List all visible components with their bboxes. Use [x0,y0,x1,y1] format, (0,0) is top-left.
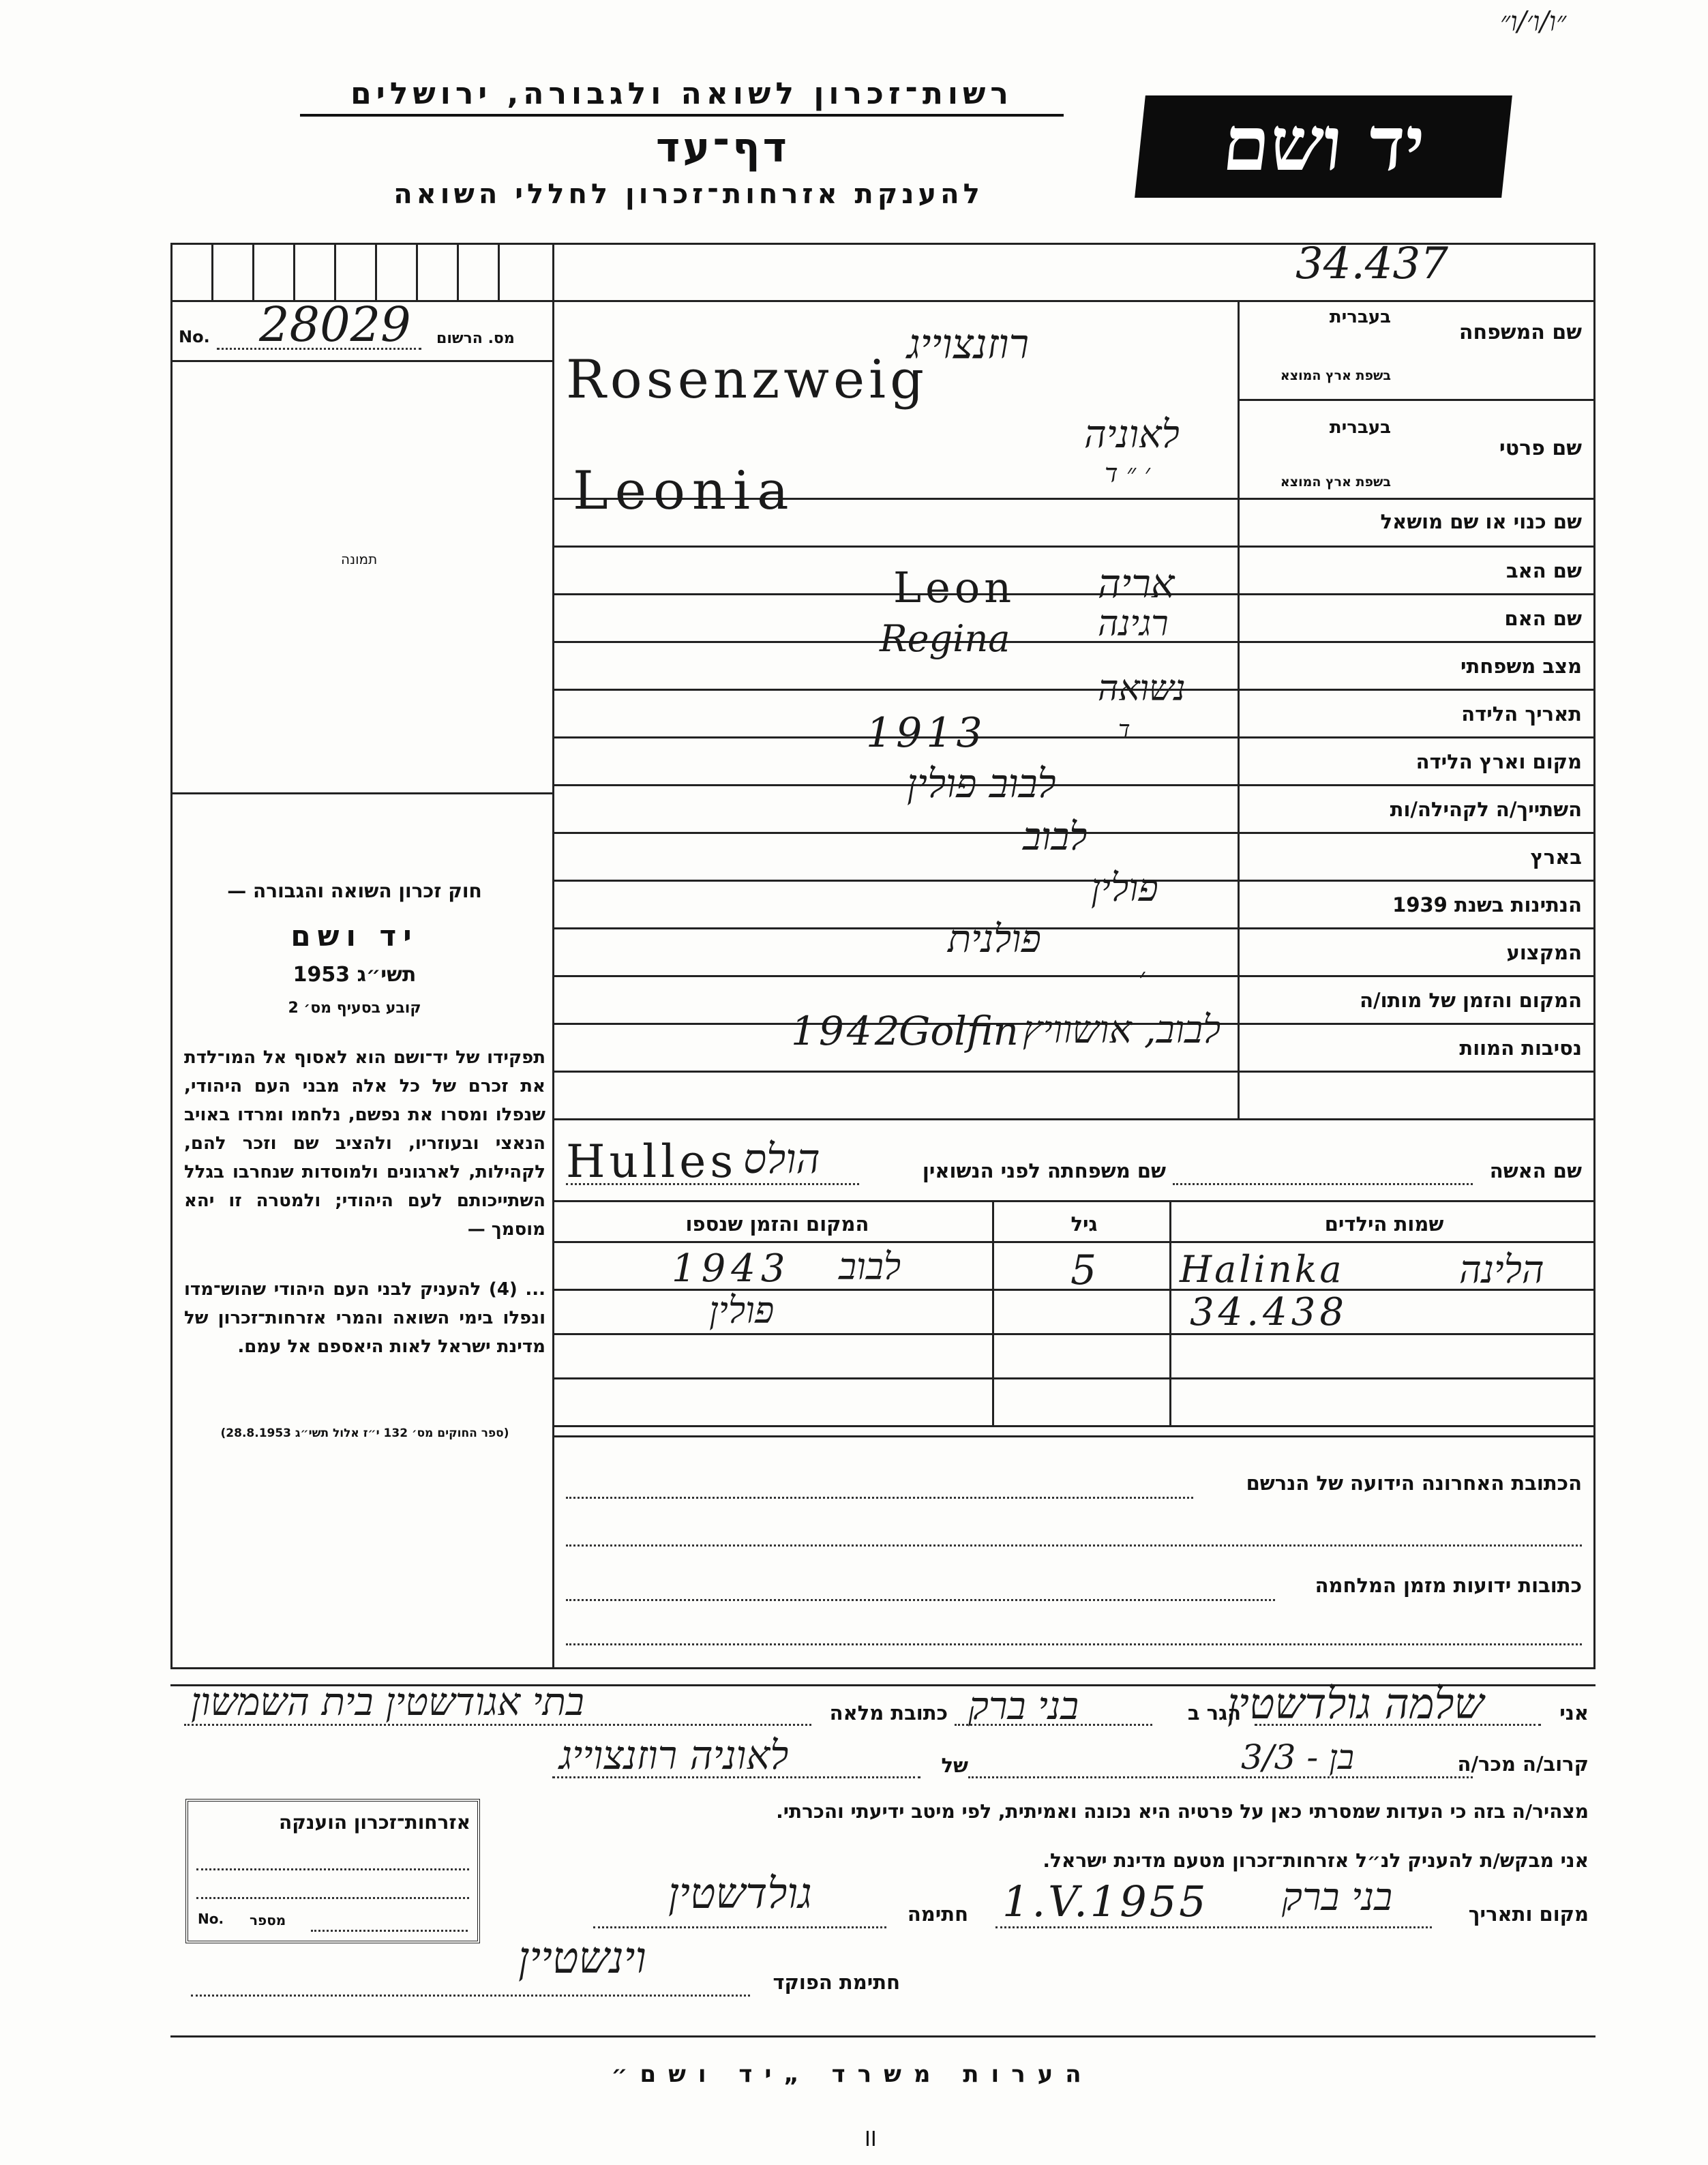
reg-no-label: No. [179,327,210,346]
label-community: השתייך/ה לקהילה/ות [1390,798,1582,821]
surname-hebrew: רוזנצוייג [907,320,1030,368]
officer-signature-label: חתימת הפוקד [773,1971,900,1994]
community-value: לבוב [1023,815,1088,859]
citizenship-value: פולנית [948,917,1041,961]
wife-latin: Hulles [566,1135,738,1188]
first-name-hebrew-mark: ׳ ״ ד [1105,458,1150,488]
granted-title: אזרחות־זכרון הוענקה [279,1811,470,1834]
label-citizenship: הנתינות בשנת 1939 [1392,893,1582,916]
decl-relation-value: בן - 3/3 [1241,1737,1354,1777]
label-father: שם האב [1505,559,1582,582]
child-death-country: פולין [709,1289,775,1332]
decl-signature-label: חתימה [907,1902,968,1926]
label-surname-origin: בשפת ארץ המוצא [1280,368,1391,383]
decl-request: אני מבקש/ת להעניק לנ״ל אזרחות־זכרון מטעם מדינת ישראל. [1043,1849,1589,1872]
footer-remarks: הערות משרד „יד ושם״ [611,2061,1094,2088]
label-first-name-hebrew: בעברית [1329,417,1391,438]
record-number: 34.437 [1295,239,1448,289]
death-place-latin: Golfin [899,1008,1019,1054]
label-surname: שם המשפחה [1458,320,1582,344]
wife-hebrew: הולס [743,1135,820,1183]
profession-mark: ׳ [1139,962,1145,994]
label-death-place-time: המקום והזמן של מותו/ה [1360,989,1582,1012]
label-mother: שם האם [1504,607,1582,630]
label-marital: מצב משפחתי [1460,655,1582,678]
registration-number: 28029 [259,297,411,353]
logo-text: יד ושם [1218,100,1429,188]
decl-of-label: של [941,1754,968,1777]
law-year: תשי״ג 1953 [293,963,417,987]
declarant-address: בתי אגודשטין בית השמשון [191,1680,584,1724]
child-death-year: 1943 [672,1246,791,1291]
father-hebrew: אריה [1098,561,1175,607]
label-last-address: הכתובת האחרונה הידועה של הנרשם [1246,1472,1582,1495]
granted-box [185,1799,480,1943]
law-title: חוק זכרון השואה והגבורה — [227,880,482,902]
decl-prefix: אני [1559,1701,1589,1724]
label-death-circumstances: נסיבות המוות [1459,1036,1582,1060]
decl-date: 1.V.1955 [1002,1877,1209,1926]
decl-place-date-label: מקום ותאריך [1468,1902,1589,1926]
label-nickname: שם כנוי או שם מושאל [1380,510,1582,533]
child-death-place: לבוב [839,1245,901,1288]
law-paragraph: תפקידו של יד־ושם הוא לאסוף אל המו־לדת את זכרם של כל אלה מבני העם היהודי, שנפלו ומסרו את נפשם, נלחמו ומרדו באויב הנאצי ובעוזריו, ולהציב שם וזכר להם, לקהילות, לארגונים ולמוסדות שנחרבו בגלל השתייכותם לעם היהודי; ולמטרה זו יהא מוסמך — [184,1047,545,1240]
label-country: בארץ [1530,846,1582,869]
yad-vashem-logo [1135,95,1512,198]
country-value: פולין [1091,866,1158,910]
child-age: 5 [1070,1246,1097,1294]
birth-date-mark: ד [1118,716,1130,743]
decl-relation-label: קרוב/ה מכר/ה [1457,1752,1589,1776]
surname-latin: Rosenzweig [566,349,929,410]
check-boxes [170,243,552,300]
declarant-name: שלמה גולדשטין [1227,1679,1484,1729]
law-clause-4: ... (4) להעניק לבני העם היהודי שהוש־מדו ונפלו בימי השואה והמרי אזרחות־זכרון של מדינת ישראל לאות היאספם אל עמם. [184,1279,545,1357]
label-children: שמות הילדים [1324,1212,1444,1236]
father-latin: Leon [893,563,1016,612]
decl-deceased-name: לאוניה רוזנצוייג [559,1732,789,1778]
first-name-hebrew: לאוניה [1084,413,1180,457]
mother-latin: Regina [880,617,1010,660]
decl-lives-in: הגר ב [1187,1701,1241,1724]
child-record: 34.438 [1190,1290,1348,1334]
child-name-hebrew: הלינה [1459,1248,1544,1292]
granted-no-label: No. [198,1911,224,1927]
first-name-latin: Leonia [573,460,796,522]
death-place-hebrew: לבוב, אושוויץ [1023,1008,1221,1052]
law-name: יד ושם [290,919,419,953]
birth-date: 1913 [866,709,987,757]
label-birth-place: מקום וארץ הלידה [1415,750,1582,773]
death-year: 1942 [791,1008,903,1054]
birth-place: לבוב פולין [907,760,1056,807]
law-clause: קובע בסעיף מס׳ 2 [288,1000,421,1017]
label-profession: המקצוע [1506,941,1582,964]
footer-mark: II [865,2127,877,2151]
photo-label: תמונה [341,551,378,567]
label-place-time-died: המקום והזמן שנספו [685,1212,869,1236]
label-age: גיל [1070,1212,1098,1236]
label-first-name-origin: בשפת ארץ המוצא [1280,475,1391,490]
reg-label: מס. הרשום [436,330,515,347]
officer-signature: וינשטיין [518,1933,646,1984]
decl-place: בני ברק [1282,1875,1393,1920]
marital-status: נשואה [1098,668,1186,709]
decl-address-label: כתובת מלאה [829,1701,948,1724]
mother-hebrew: רגינה [1098,603,1169,644]
decl-statement: מצהיר/ה בזה כי העדות שמסרתי כאן על פרטיה היא נכונה ואמיתית, לפי מיטב ידיעתי והכרתי. [776,1800,1589,1823]
form-subtitle: להענקת אזרחות־זכרון לחללי השואה [393,179,984,210]
decl-signature: גולדשטין [668,1868,812,1918]
label-maiden-name: שם משפחתה לפני הנשואין [922,1159,1166,1182]
label-first-name: שם פרטי [1499,436,1582,460]
granted-number-label: מספר [250,1912,286,1928]
label-birth-date: תאריך הלידה [1461,702,1582,726]
child-name-latin: Halinka [1180,1248,1345,1291]
label-wife: שם האשה [1489,1159,1582,1182]
label-wartime-addresses: כתובות ידועות מזמן המלחמה [1315,1574,1582,1597]
form-title: דף־עד [656,124,790,172]
law-footnote: (ספר החוקים מס׳ 132 י״ז אלול תשי״ג 28.8.1953) [220,1427,509,1440]
declarant-city: בני ברק [968,1684,1079,1729]
authority-heading: רשות־זכרון לשואה ולגבורה, ירושלים [300,76,1064,117]
label-surname-hebrew: בעברית [1329,307,1391,327]
corner-note: ״ו/ו׳/ו״ [1500,6,1567,38]
